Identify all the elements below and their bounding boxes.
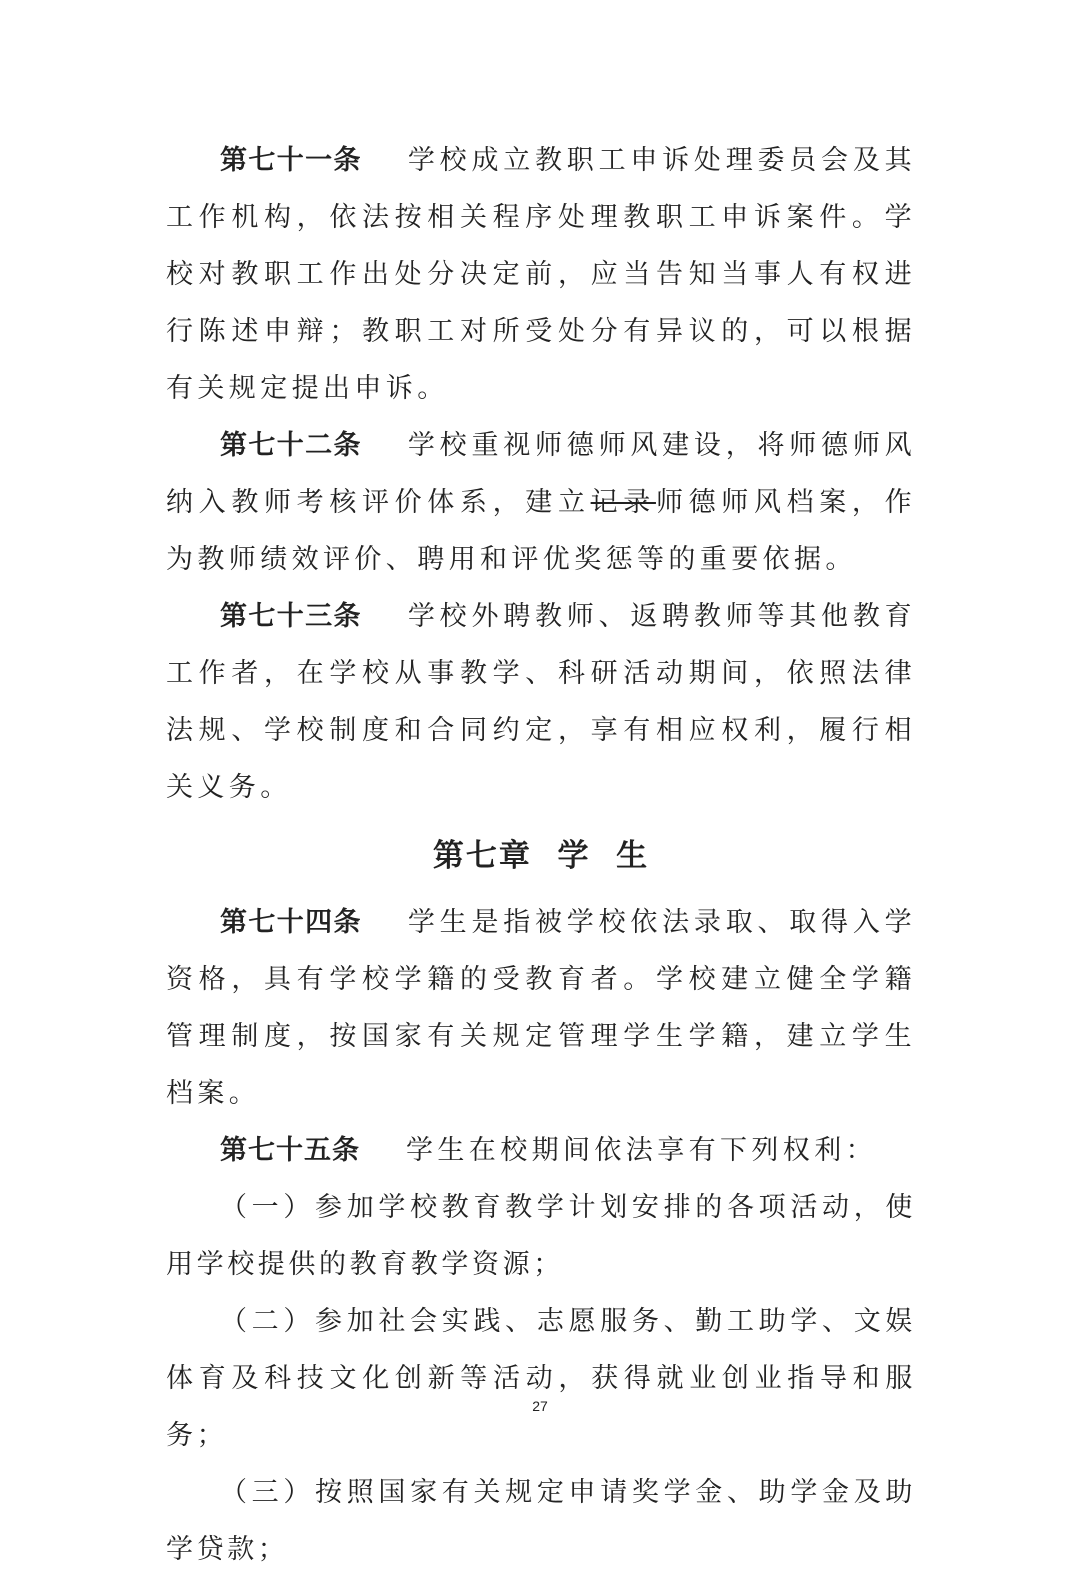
article-71-text: 学校成立教职工申诉处理委员会及其工作机构，依法按相关程序处理教职工申诉案件。学校对教职工作出处分决定前，应当告知当事人有权进行陈述申辩；教职工对所受处分有异议的，可以根据有关规定提出申诉。 (166, 145, 917, 404)
article-75-text: 学生在校期间依法享有下列权利： (406, 1135, 877, 1166)
article-71-label: 第七十一条 (220, 145, 362, 176)
article-75-item-1: （一）参加学校教育教学计划安排的各项活动，使用学校提供的教育教学资源； (166, 1192, 916, 1280)
page-content (166, 132, 916, 1578)
page-number: 27 (532, 1398, 548, 1414)
article-75 (166, 1122, 916, 1179)
article-74 (166, 894, 916, 1122)
chapter-title: 第七章 学 生 (432, 838, 650, 874)
article-71 (166, 132, 916, 417)
article-72-text-a: 学校重视师德师风建设，将师德师风纳入教师考核评价体系，建立 (166, 430, 917, 518)
article-72-struck-text: 记录 (590, 487, 656, 518)
article-75-item-3: （三）按照国家有关规定申请奖学金、助学金及助学贷款； (166, 1477, 916, 1565)
article-75-item-2: （二）参加社会实践、志愿服务、勤工助学、文娱体育及科技文化创新等活动，获得就业创业指导和服务； (166, 1306, 916, 1451)
article-73-label: 第七十三条 (220, 601, 362, 632)
article-72 (166, 417, 916, 588)
article-74-label: 第七十四条 (220, 907, 362, 938)
article-73 (166, 588, 916, 816)
article-74-text: 学生是指被学校依法录取、取得入学资格，具有学校学籍的受教育者。学校建立健全学籍管理制度，按国家有关规定管理学生学籍，建立学生档案。 (166, 907, 917, 1109)
article-75-label: 第七十五条 (220, 1135, 360, 1166)
article-72-text-b: 师德师风档案，作为教师绩效评价、聘用和评优奖惩等的重要依据。 (166, 487, 916, 575)
article-73-text: 学校外聘教师、返聘教师等其他教育工作者，在学校从事教学、科研活动期间，依照法律法规、学校制度和合同约定，享有相应权利，履行相关义务。 (166, 601, 917, 803)
article-72-label: 第七十二条 (220, 430, 362, 461)
